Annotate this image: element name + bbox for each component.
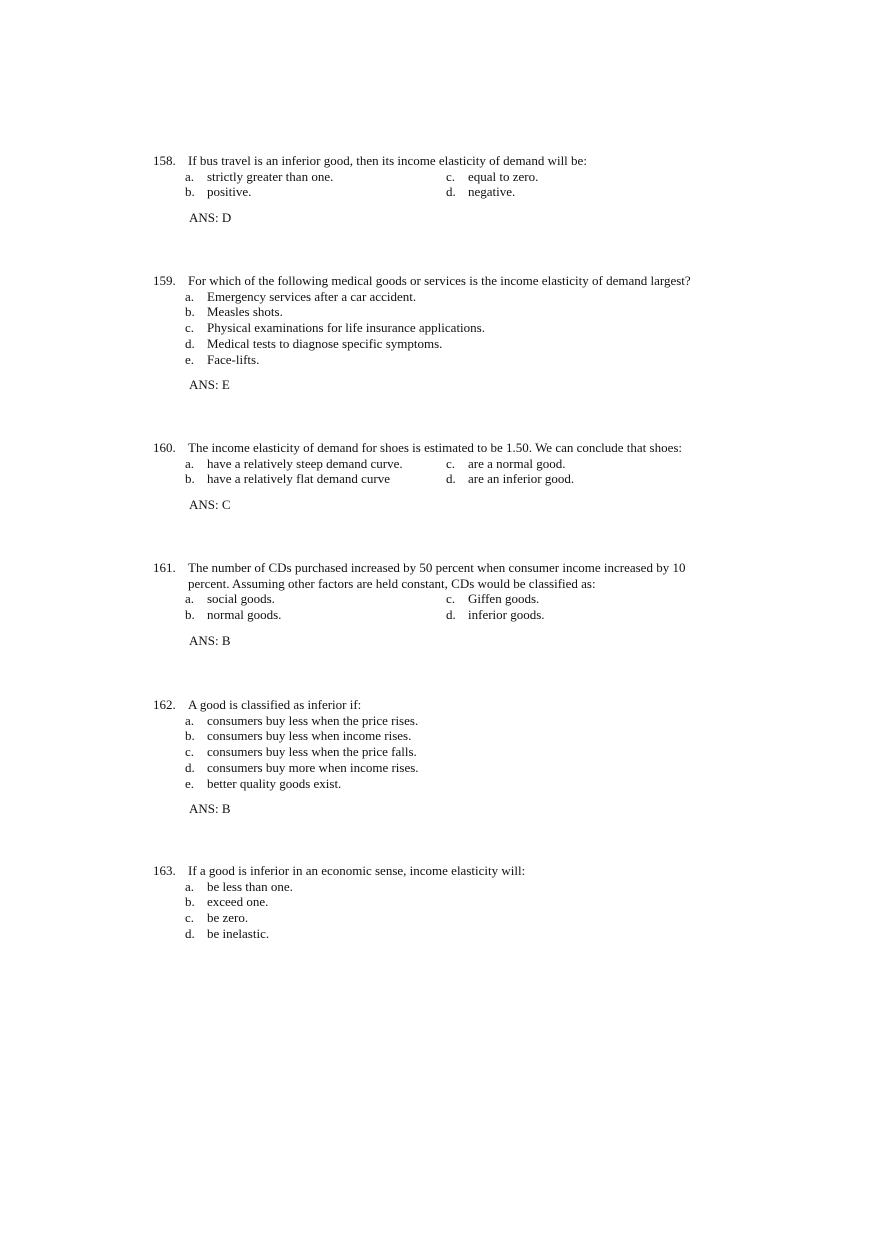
option-letter: e. bbox=[185, 351, 195, 367]
answer-key: ANS: B bbox=[189, 801, 231, 817]
option-letter: b. bbox=[185, 607, 195, 623]
option-text: have a relatively steep demand curve. bbox=[207, 455, 403, 471]
option-letter: b. bbox=[185, 304, 195, 320]
option-letter: c. bbox=[446, 591, 456, 607]
option-text: inferior goods. bbox=[468, 607, 545, 623]
option-letter: d. bbox=[185, 925, 195, 941]
option-letter: a. bbox=[185, 455, 195, 471]
question-number: 158. bbox=[153, 153, 176, 168]
option-letter: d. bbox=[446, 184, 456, 200]
question-number: 159. bbox=[153, 273, 176, 288]
option-text: Giffen goods. bbox=[468, 591, 540, 607]
question-text: The number of CDs purchased increased by 50 percent when consumer income increased by 10 bbox=[188, 560, 686, 575]
option-letter: b. bbox=[185, 728, 195, 744]
question-text: If a good is inferior in an economic sense, income elasticity will: bbox=[188, 863, 526, 878]
question-text: The income elasticity of demand for shoes is estimated to be 1.50. We can conclude that shoes: bbox=[188, 440, 683, 455]
option-text: be inelastic. bbox=[207, 925, 270, 941]
option-text: exceed one. bbox=[207, 894, 269, 910]
option-letter: b. bbox=[185, 894, 195, 910]
option-text: strictly greater than one. bbox=[207, 168, 334, 184]
option-text: better quality goods exist. bbox=[207, 775, 342, 791]
option-letter: d. bbox=[185, 759, 195, 775]
option-letter: d. bbox=[446, 607, 456, 623]
option-letter: e. bbox=[185, 775, 195, 791]
option-text: have a relatively flat demand curve bbox=[207, 471, 390, 487]
option-text: negative. bbox=[468, 184, 516, 200]
answer-key: ANS: D bbox=[189, 210, 232, 226]
question-number: 162. bbox=[153, 697, 176, 712]
option-letter: c. bbox=[185, 320, 195, 336]
option-text: consumers buy more when income rises. bbox=[207, 759, 419, 775]
option-letter: b. bbox=[185, 184, 195, 200]
question-number: 163. bbox=[153, 863, 176, 878]
option-letter: a. bbox=[185, 878, 195, 894]
option-text: Face-lifts. bbox=[207, 351, 260, 367]
option-letter: a. bbox=[185, 288, 195, 304]
option-text: Medical tests to diagnose specific symptoms. bbox=[207, 335, 443, 351]
option-text: consumers buy less when income rises. bbox=[207, 728, 412, 744]
answer-key: ANS: E bbox=[189, 377, 230, 393]
option-text: be zero. bbox=[207, 910, 249, 926]
question-text: A good is classified as inferior if: bbox=[188, 697, 362, 712]
option-letter: c. bbox=[185, 910, 195, 926]
option-letter: d. bbox=[185, 335, 195, 351]
option-text: Emergency services after a car accident. bbox=[207, 288, 417, 304]
question-text: percent. Assuming other factors are held constant, CDs would be classified as: bbox=[188, 575, 596, 591]
option-text: social goods. bbox=[207, 591, 275, 607]
question-number: 160. bbox=[153, 440, 176, 455]
option-text: are an inferior good. bbox=[468, 471, 575, 487]
option-letter: d. bbox=[446, 471, 456, 487]
question-text: If bus travel is an inferior good, then its income elasticity of demand will be: bbox=[188, 153, 587, 168]
option-letter: c. bbox=[185, 744, 195, 760]
answer-key: ANS: B bbox=[189, 632, 231, 648]
option-text: consumers buy less when the price rises. bbox=[207, 712, 419, 728]
option-text: equal to zero. bbox=[468, 168, 539, 184]
option-text: Measles shots. bbox=[207, 304, 283, 320]
answer-key: ANS: C bbox=[189, 497, 231, 513]
question-number: 161. bbox=[153, 560, 176, 575]
option-text: be less than one. bbox=[207, 878, 293, 894]
option-letter: c. bbox=[446, 455, 456, 471]
option-text: Physical examinations for life insurance applications. bbox=[207, 320, 485, 336]
option-text: positive. bbox=[207, 184, 252, 200]
option-text: are a normal good. bbox=[468, 455, 566, 471]
option-letter: a. bbox=[185, 168, 195, 184]
option-letter: a. bbox=[185, 712, 195, 728]
option-letter: a. bbox=[185, 591, 195, 607]
option-letter: c. bbox=[446, 168, 456, 184]
option-letter: b. bbox=[185, 471, 195, 487]
option-text: consumers buy less when the price falls. bbox=[207, 744, 417, 760]
option-text: normal goods. bbox=[207, 607, 282, 623]
question-text: For which of the following medical goods or services is the income elasticity of demand largest? bbox=[188, 273, 691, 288]
